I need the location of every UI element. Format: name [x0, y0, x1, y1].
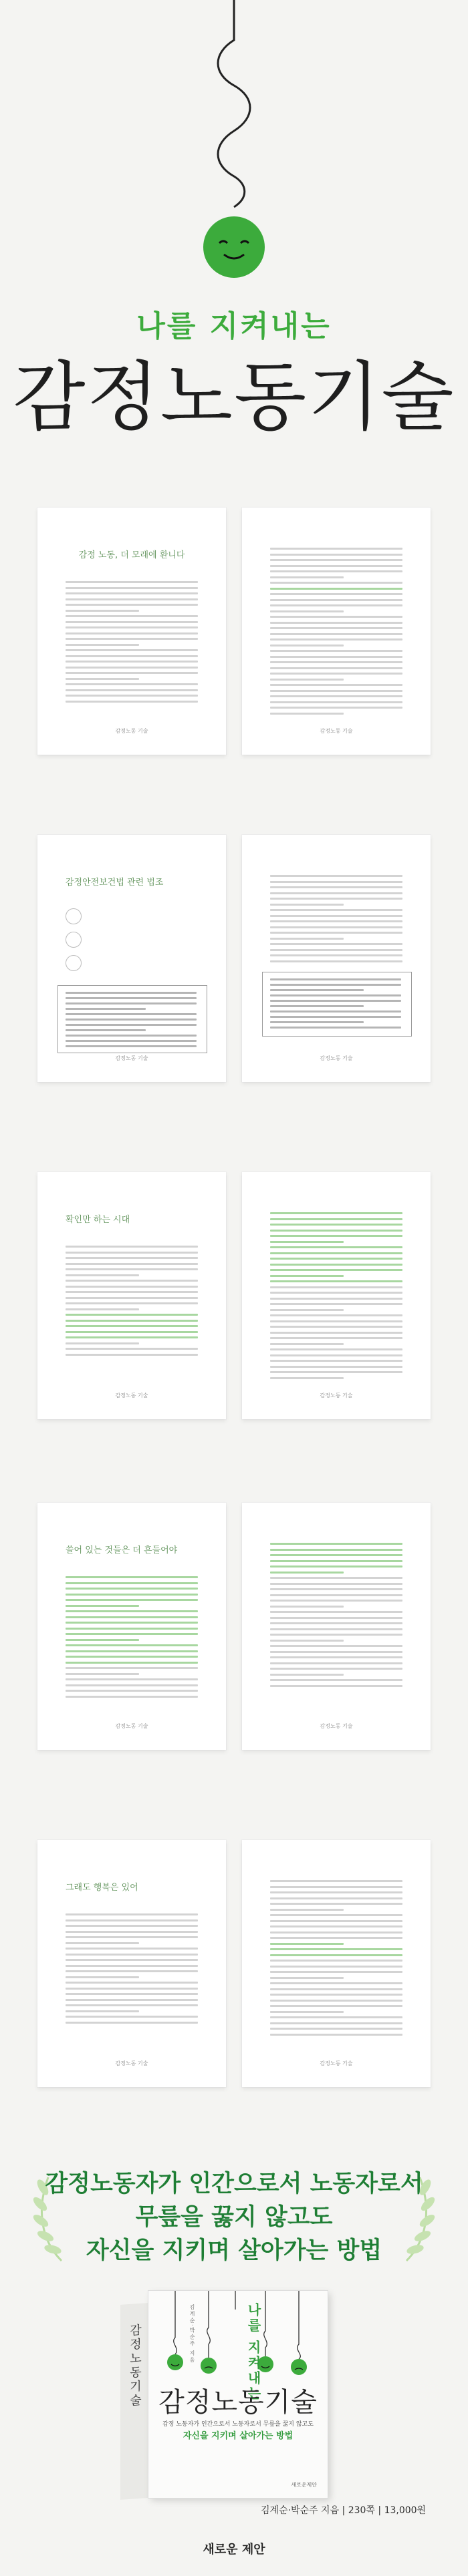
text-line	[270, 2016, 402, 2018]
text-line	[66, 1354, 198, 1356]
string-line	[218, 0, 250, 207]
text-line	[66, 644, 139, 646]
hero-subtitle: 나를 지켜내는	[136, 309, 332, 343]
text-line	[270, 1966, 402, 1968]
text-line	[270, 1685, 402, 1687]
text-line	[270, 1948, 402, 1950]
text-line	[270, 886, 402, 888]
page-heading: 그래도 행복은 있어	[66, 1883, 138, 1893]
text-line	[270, 1897, 402, 1899]
text-line	[66, 1913, 198, 1915]
text-line	[66, 1342, 139, 1344]
text-line	[270, 1943, 344, 1945]
text-line	[270, 1606, 344, 1608]
text-line	[270, 695, 402, 697]
text-line	[270, 1577, 402, 1579]
text-line	[270, 2028, 402, 2030]
text-line	[270, 1920, 402, 1922]
text-line	[270, 881, 402, 883]
text-line	[270, 701, 402, 703]
smile-face-icon	[203, 216, 265, 278]
text-line	[270, 1309, 344, 1311]
text-line	[66, 655, 198, 657]
text-line	[66, 1639, 139, 1641]
text-line	[66, 1999, 198, 2001]
text-line	[66, 1925, 198, 1927]
text-line	[270, 1258, 402, 1260]
page-footer: 감정노동 기술	[115, 2060, 148, 2066]
text-line	[66, 1633, 198, 1635]
text-line	[66, 1942, 139, 1944]
text-line	[66, 1035, 197, 1037]
text-line	[66, 1599, 198, 1601]
text-line	[66, 1959, 198, 1961]
text-line	[270, 576, 344, 578]
text-line	[66, 1348, 198, 1350]
text-line	[66, 1263, 198, 1265]
text-line	[270, 638, 402, 640]
text-line	[66, 1954, 198, 1956]
text-line	[270, 559, 402, 561]
text-line	[270, 593, 402, 595]
text-line	[66, 701, 198, 703]
text-line	[66, 1002, 197, 1004]
text-line	[270, 1640, 344, 1642]
text-line	[66, 1965, 198, 1967]
text-line	[66, 1314, 198, 1316]
text-line	[270, 904, 344, 906]
text-line	[270, 1925, 402, 1927]
text-line	[66, 1252, 198, 1254]
text-line	[66, 1610, 198, 1612]
text-line	[270, 1320, 402, 1322]
sample-page	[37, 835, 226, 1082]
text-line	[270, 898, 402, 900]
text-line	[270, 994, 401, 996]
text-line	[270, 1343, 344, 1345]
text-line	[270, 1977, 344, 1979]
text-line	[270, 1674, 344, 1676]
text-line	[270, 673, 402, 675]
text-line	[66, 1246, 198, 1248]
page-circle-mark	[66, 955, 82, 971]
text-line	[270, 1212, 402, 1214]
text-line	[270, 926, 402, 928]
text-line	[270, 1005, 364, 1007]
text-line	[270, 1668, 402, 1670]
text-line	[66, 992, 197, 994]
text-line	[270, 978, 401, 980]
text-line	[66, 649, 198, 651]
text-line	[66, 1931, 198, 1933]
text-line	[270, 604, 402, 606]
text-line	[270, 1662, 402, 1664]
text-line	[270, 1903, 402, 1905]
text-line	[270, 1252, 402, 1254]
cover-authors: 김계순·박순주 지음	[189, 2304, 195, 2364]
cover-title: 감정노동기술	[158, 2387, 318, 2418]
text-line	[66, 683, 198, 685]
text-line	[270, 713, 344, 715]
text-line	[270, 1348, 402, 1350]
text-line	[66, 689, 198, 691]
text-line	[270, 582, 402, 584]
page-footer: 감정노동 기술	[320, 1393, 353, 1399]
text-line	[270, 610, 344, 612]
text-line	[66, 2010, 139, 2012]
text-line	[270, 1909, 344, 1911]
text-line	[270, 622, 402, 624]
sample-page	[242, 835, 431, 1082]
text-line	[270, 1303, 402, 1305]
sample-page	[37, 1503, 226, 1750]
text-line	[66, 1582, 198, 1584]
text-line	[270, 1560, 402, 1562]
page-footer: 감정노동 기술	[320, 1723, 353, 1729]
text-line	[270, 2005, 402, 2007]
text-line	[66, 632, 198, 634]
text-line	[66, 1948, 198, 1950]
text-line	[270, 1292, 402, 1294]
text-line	[66, 2004, 198, 2006]
page-footer: 감정노동 기술	[320, 2060, 353, 2066]
text-line	[66, 581, 198, 583]
text-line	[66, 1656, 198, 1658]
text-line	[66, 1678, 198, 1680]
text-line	[66, 1257, 198, 1259]
text-line	[66, 1650, 198, 1652]
sample-page	[242, 508, 431, 755]
text-line	[270, 1554, 402, 1556]
text-line	[66, 598, 198, 600]
text-line	[270, 938, 344, 940]
text-line	[66, 1616, 198, 1618]
text-line	[66, 604, 198, 606]
text-line	[270, 1027, 401, 1029]
text-line	[66, 2016, 198, 2018]
text-line	[270, 2000, 402, 2002]
text-line	[270, 1543, 402, 1545]
text-line	[270, 2034, 402, 2036]
text-line	[270, 1280, 402, 1282]
slogan-line-2: 무릎을 꿇지 않고도	[135, 2204, 333, 2231]
text-line	[66, 1331, 198, 1333]
page-footer: 감정노동 기술	[115, 1393, 148, 1399]
text-line	[66, 1291, 198, 1293]
text-line	[270, 1617, 402, 1619]
text-line	[270, 1360, 402, 1362]
publisher-logo: 새로운 제안	[203, 2543, 265, 2557]
hero-title: 감정노동기술	[13, 354, 455, 441]
text-line	[66, 1628, 198, 1630]
text-line	[66, 610, 139, 612]
text-line	[270, 588, 402, 590]
text-line	[270, 1010, 401, 1013]
hero-section	[0, 0, 468, 481]
text-line	[66, 1274, 139, 1276]
text-line	[66, 1280, 198, 1282]
text-line	[270, 943, 402, 945]
text-line	[270, 1377, 344, 1379]
cover-subtitle-2: 자신을 지키며 살아가는 방법	[183, 2431, 294, 2441]
book-cover-3d	[120, 2291, 354, 2498]
text-line	[66, 638, 198, 640]
text-line	[270, 892, 402, 894]
text-line	[66, 1662, 198, 1664]
text-line	[270, 1000, 401, 1002]
text-line	[270, 1588, 402, 1590]
text-line	[270, 1891, 402, 1893]
text-line	[270, 645, 344, 647]
text-line	[270, 1246, 402, 1248]
text-line	[66, 1019, 197, 1021]
text-line	[66, 1268, 198, 1270]
slogan-line-3: 자신을 지키며 살아가는 방법	[86, 2237, 382, 2264]
text-line	[270, 920, 402, 922]
text-line	[66, 1576, 198, 1578]
cover-vertical-subtitle: 나를 지켜내는	[245, 2303, 261, 2402]
sample-page	[242, 1840, 431, 2087]
text-line	[270, 932, 402, 934]
text-line	[270, 1611, 402, 1613]
text-line	[66, 1644, 198, 1646]
text-line	[66, 1040, 197, 1042]
text-line	[270, 1988, 402, 1990]
text-line	[66, 1622, 198, 1624]
hero-illustration	[0, 0, 468, 301]
text-line	[270, 1314, 402, 1316]
text-line	[270, 661, 402, 663]
text-line	[66, 1970, 198, 1972]
cover-subtitle-1: 감정 노동자가 인간으로서 노동자로서 무릎을 꿇지 않고도	[162, 2421, 314, 2428]
page-footer: 감정노동 기술	[320, 728, 353, 734]
text-line	[270, 1931, 402, 1934]
text-line	[66, 695, 198, 697]
text-line	[270, 633, 402, 635]
text-line	[270, 1937, 402, 1939]
text-line	[66, 626, 198, 628]
text-line	[66, 1594, 198, 1596]
text-line	[270, 1332, 402, 1334]
text-line	[270, 1566, 402, 1568]
text-line	[270, 1960, 402, 1962]
text-line	[66, 1993, 198, 1995]
text-line	[66, 1308, 139, 1310]
text-line	[270, 954, 402, 956]
text-line	[66, 1013, 197, 1015]
book-meta: 김계순·박순주 지음 | 230쪽 | 13,000원	[261, 2505, 427, 2516]
text-line	[66, 1302, 198, 1304]
text-line	[66, 1605, 139, 1607]
text-line	[270, 707, 402, 709]
text-line	[270, 1880, 402, 1882]
sample-page	[37, 508, 226, 755]
text-line	[270, 1583, 402, 1585]
text-line	[270, 1241, 344, 1243]
text-line	[66, 1297, 198, 1299]
sample-page	[37, 1172, 226, 1419]
text-line	[66, 1320, 198, 1322]
text-line	[66, 1988, 198, 1990]
text-line	[270, 1628, 402, 1630]
page-footer: 감정노동 기술	[115, 728, 148, 734]
text-line	[270, 1016, 401, 1018]
page-heading: 감정 노동, 더 모래에 환니다	[78, 550, 185, 560]
text-line	[270, 960, 402, 962]
sample-page	[242, 1172, 431, 1419]
text-line	[66, 587, 198, 589]
text-line	[270, 1337, 402, 1339]
text-line	[66, 1982, 198, 1984]
text-line	[270, 989, 364, 991]
sample-page	[37, 1840, 226, 2087]
text-line	[270, 915, 402, 917]
text-line	[270, 548, 402, 550]
text-line	[270, 1549, 402, 1551]
text-line	[270, 650, 402, 652]
text-line	[270, 1286, 402, 1288]
text-line	[270, 684, 402, 686]
text-line	[66, 1029, 146, 1031]
text-line	[270, 875, 402, 877]
text-line	[66, 1008, 146, 1010]
text-line	[66, 2022, 198, 2024]
text-line	[66, 1024, 197, 1026]
text-line	[270, 1886, 402, 1888]
text-line	[270, 1264, 402, 1266]
page-footer: 감정노동 기술	[320, 1055, 353, 1061]
text-line	[270, 667, 402, 669]
text-line	[270, 1600, 402, 1602]
text-line	[270, 1354, 402, 1356]
text-line	[270, 1634, 402, 1636]
text-line	[270, 1679, 402, 1681]
book-cover	[148, 2291, 328, 2498]
text-line	[66, 1919, 198, 1921]
text-line	[270, 1651, 402, 1653]
text-line	[66, 997, 197, 999]
text-line	[270, 1230, 402, 1232]
text-line	[66, 1325, 198, 1327]
slogan-line-1: 감정노동자가 인간으로서 노동자로서	[45, 2171, 423, 2197]
cover-faces-illustration	[148, 2291, 328, 2384]
text-line	[270, 984, 401, 986]
page-heading: 쓸어 있는 것들은 더 흔들어야	[66, 1545, 178, 1555]
text-line	[270, 2011, 344, 2013]
text-line	[270, 1914, 402, 1916]
text-line	[270, 565, 402, 567]
text-line	[270, 1218, 402, 1220]
sample-page	[242, 1503, 431, 1750]
text-line	[66, 1667, 198, 1669]
text-line	[270, 1275, 344, 1277]
text-line	[270, 1656, 402, 1658]
text-line	[270, 1645, 402, 1647]
text-line	[66, 661, 198, 663]
text-line	[270, 1021, 364, 1023]
text-line	[270, 570, 402, 572]
cover-publisher: 새로운제안	[291, 2482, 317, 2488]
text-line	[270, 616, 402, 618]
text-line	[66, 1588, 198, 1590]
text-line	[270, 1994, 402, 1996]
text-line	[270, 909, 402, 911]
text-line	[270, 656, 402, 658]
book-spine	[120, 2303, 148, 2500]
text-line	[66, 672, 198, 674]
text-line	[270, 1326, 402, 1328]
text-line	[66, 1045, 197, 1047]
text-line	[270, 949, 402, 951]
text-line	[66, 621, 198, 623]
text-line	[270, 2022, 402, 2024]
text-line	[66, 1936, 198, 1938]
spine-title: 감정노동기술	[128, 2323, 142, 2409]
text-line	[270, 1594, 402, 1596]
text-line	[270, 1298, 402, 1300]
page-footer: 감정노동 기술	[115, 1723, 148, 1729]
text-line	[270, 679, 344, 681]
text-line	[270, 1622, 402, 1624]
page-circle-mark	[66, 932, 82, 948]
text-line	[270, 1954, 402, 1956]
text-line	[66, 678, 139, 680]
page-heading: 확인만 하는 시대	[66, 1215, 130, 1225]
text-line	[270, 1235, 402, 1237]
text-line	[270, 1366, 402, 1368]
text-line	[270, 554, 402, 556]
text-line	[270, 1982, 402, 1984]
text-line	[66, 1690, 198, 1692]
text-line	[270, 1971, 402, 1973]
text-line	[66, 592, 198, 594]
text-line	[270, 1224, 402, 1226]
text-line	[66, 1976, 139, 1978]
text-line	[270, 1269, 402, 1271]
page-circle-mark	[66, 908, 82, 924]
text-line	[66, 1684, 198, 1686]
text-line	[66, 1673, 139, 1675]
text-line	[66, 1286, 198, 1288]
text-line	[270, 690, 402, 692]
page-footer: 감정노동 기술	[115, 1055, 148, 1061]
text-line	[66, 615, 198, 617]
page-heading: 감정안전보건법 관련 법조	[66, 878, 164, 888]
text-line	[270, 599, 402, 601]
text-line	[66, 667, 198, 669]
text-line	[66, 1336, 198, 1338]
text-line	[270, 1572, 344, 1574]
text-line	[270, 1371, 402, 1373]
text-line	[66, 1696, 198, 1698]
text-line	[270, 627, 402, 629]
